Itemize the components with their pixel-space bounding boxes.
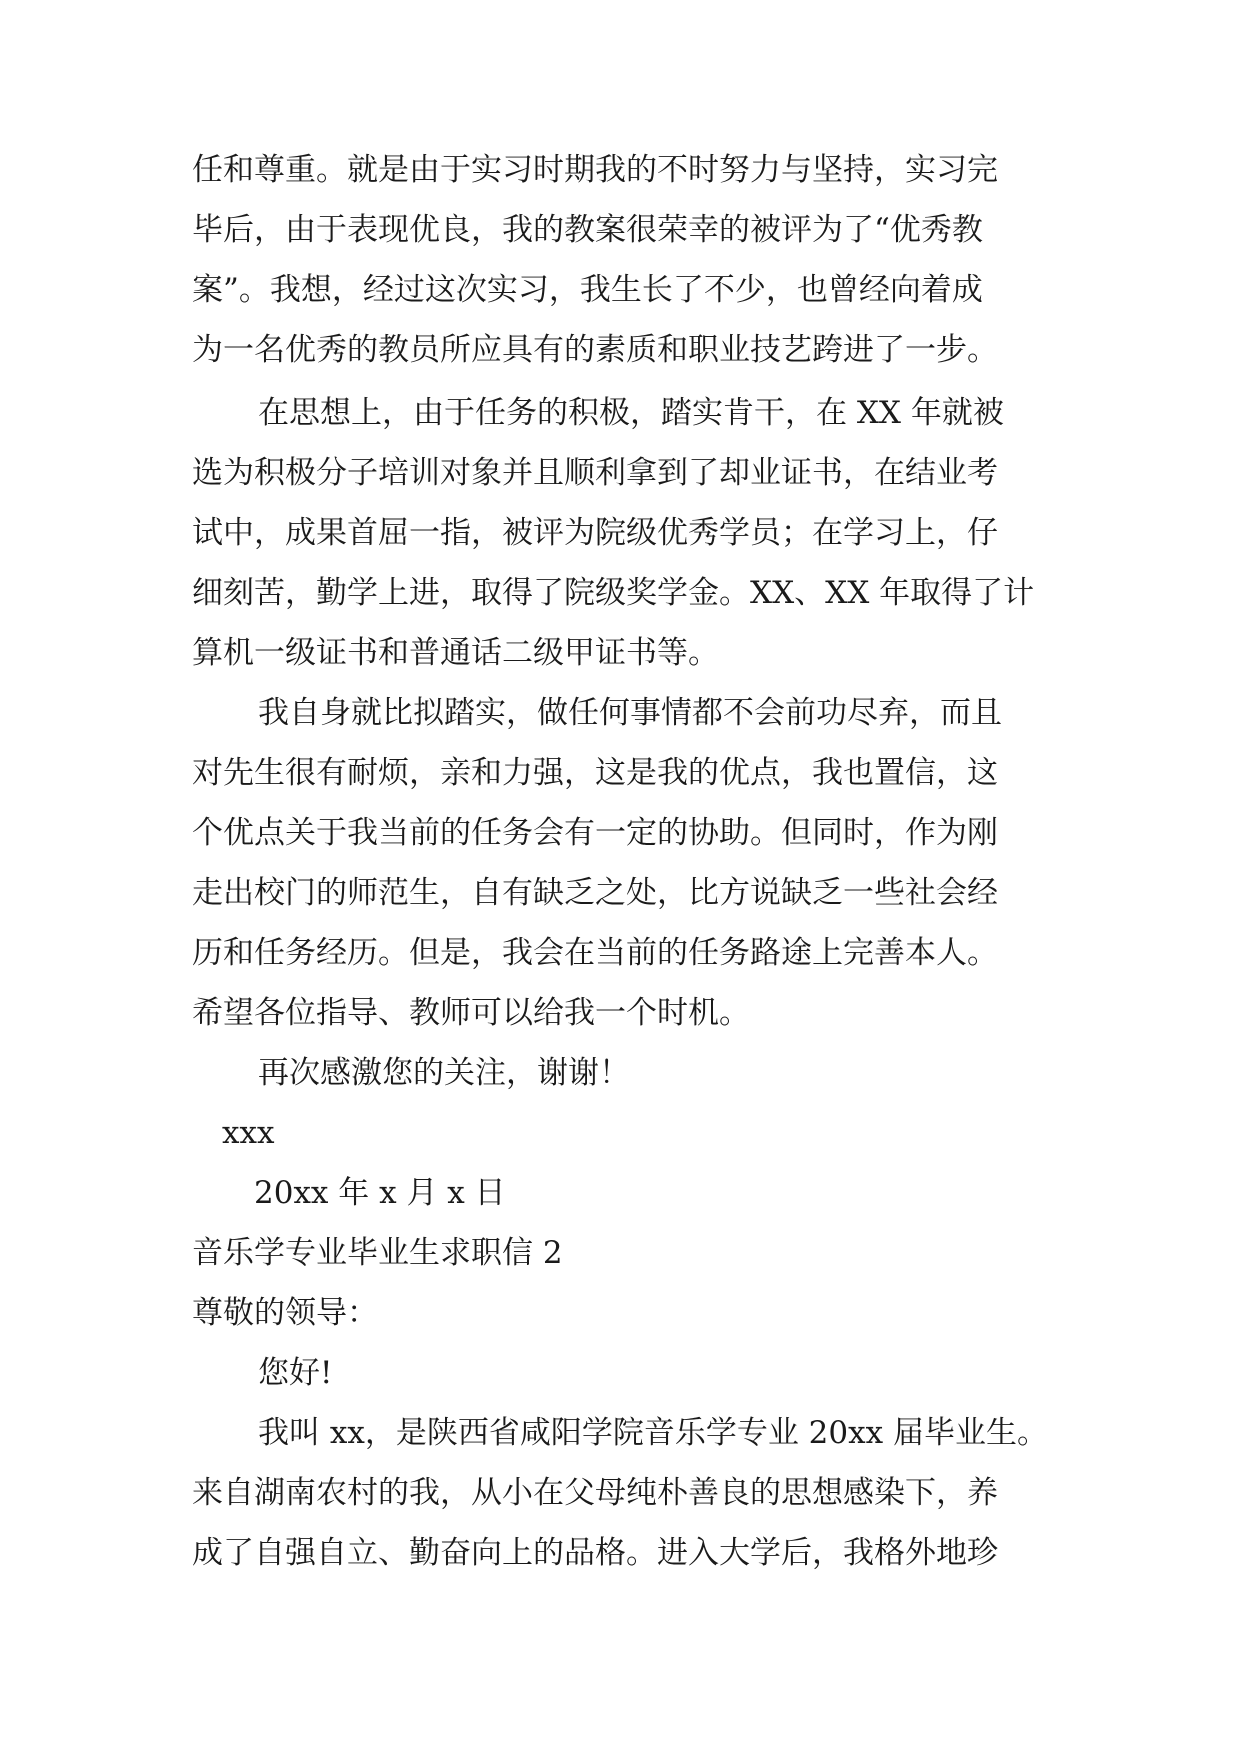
text-line: 为一名优秀的教员所应具有的素质和职业技艺跨进了一步。 — [192, 332, 998, 368]
text-line: 在思想上，由于任务的积极，踏实肯干，在 XX 年就被 — [258, 395, 1004, 431]
text-line: 选为积极分子培训对象并且顺利拿到了却业证书，在结业考 — [192, 455, 998, 491]
text-line: 希望各位指导、教师可以给我一个时机。 — [192, 995, 750, 1031]
section-title: 音乐学专业毕业生求职信 2 — [192, 1235, 563, 1271]
text-line: 任和尊重。就是由于实习时期我的不时努力与坚持，实习完 — [192, 152, 998, 188]
text-line: 案”。我想，经过这次实习，我生长了不少，也曾经向着成 — [192, 272, 983, 308]
text-line: 对先生很有耐烦，亲和力强，这是我的优点，我也置信，这 — [192, 755, 998, 791]
salutation: 尊敬的领导： — [192, 1295, 378, 1331]
text-line: 成了自强自立、勤奋向上的品格。进入大学后，我格外地珍 — [192, 1535, 998, 1571]
text-line: 细刻苦，勤学上进，取得了院级奖学金。XX、XX 年取得了计 — [192, 575, 1035, 611]
text-line: 算机一级证书和普通话二级甲证书等。 — [192, 635, 719, 671]
greeting: 您好! — [258, 1355, 333, 1391]
text-line: 来自湖南农村的我，从小在父母纯朴善良的思想感染下，养 — [192, 1475, 998, 1511]
text-line: 走出校门的师范生，自有缺乏之处，比方说缺乏一些社会经 — [192, 875, 998, 911]
text-line: 个优点关于我当前的任务会有一定的协助。但同时，作为刚 — [192, 815, 998, 851]
signature-name: xxx — [222, 1115, 275, 1151]
text-line: 毕后，由于表现优良，我的教案很荣幸的被评为了“优秀教 — [192, 212, 983, 248]
signature-date: 20xx 年 x 月 x 日 — [254, 1175, 506, 1211]
text-line: 我叫 xx，是陕西省咸阳学院音乐学专业 20xx 届毕业生。 — [258, 1415, 1048, 1451]
text-line: 试中，成果首屈一指，被评为院级优秀学员；在学习上，仔 — [192, 515, 998, 551]
text-line: 我自身就比拟踏实，做任何事情都不会前功尽弃，而且 — [258, 695, 1002, 731]
text-line: 历和任务经历。但是，我会在当前的任务路途上完善本人。 — [192, 935, 998, 971]
text-line: 再次感激您的关注，谢谢！ — [258, 1055, 630, 1091]
